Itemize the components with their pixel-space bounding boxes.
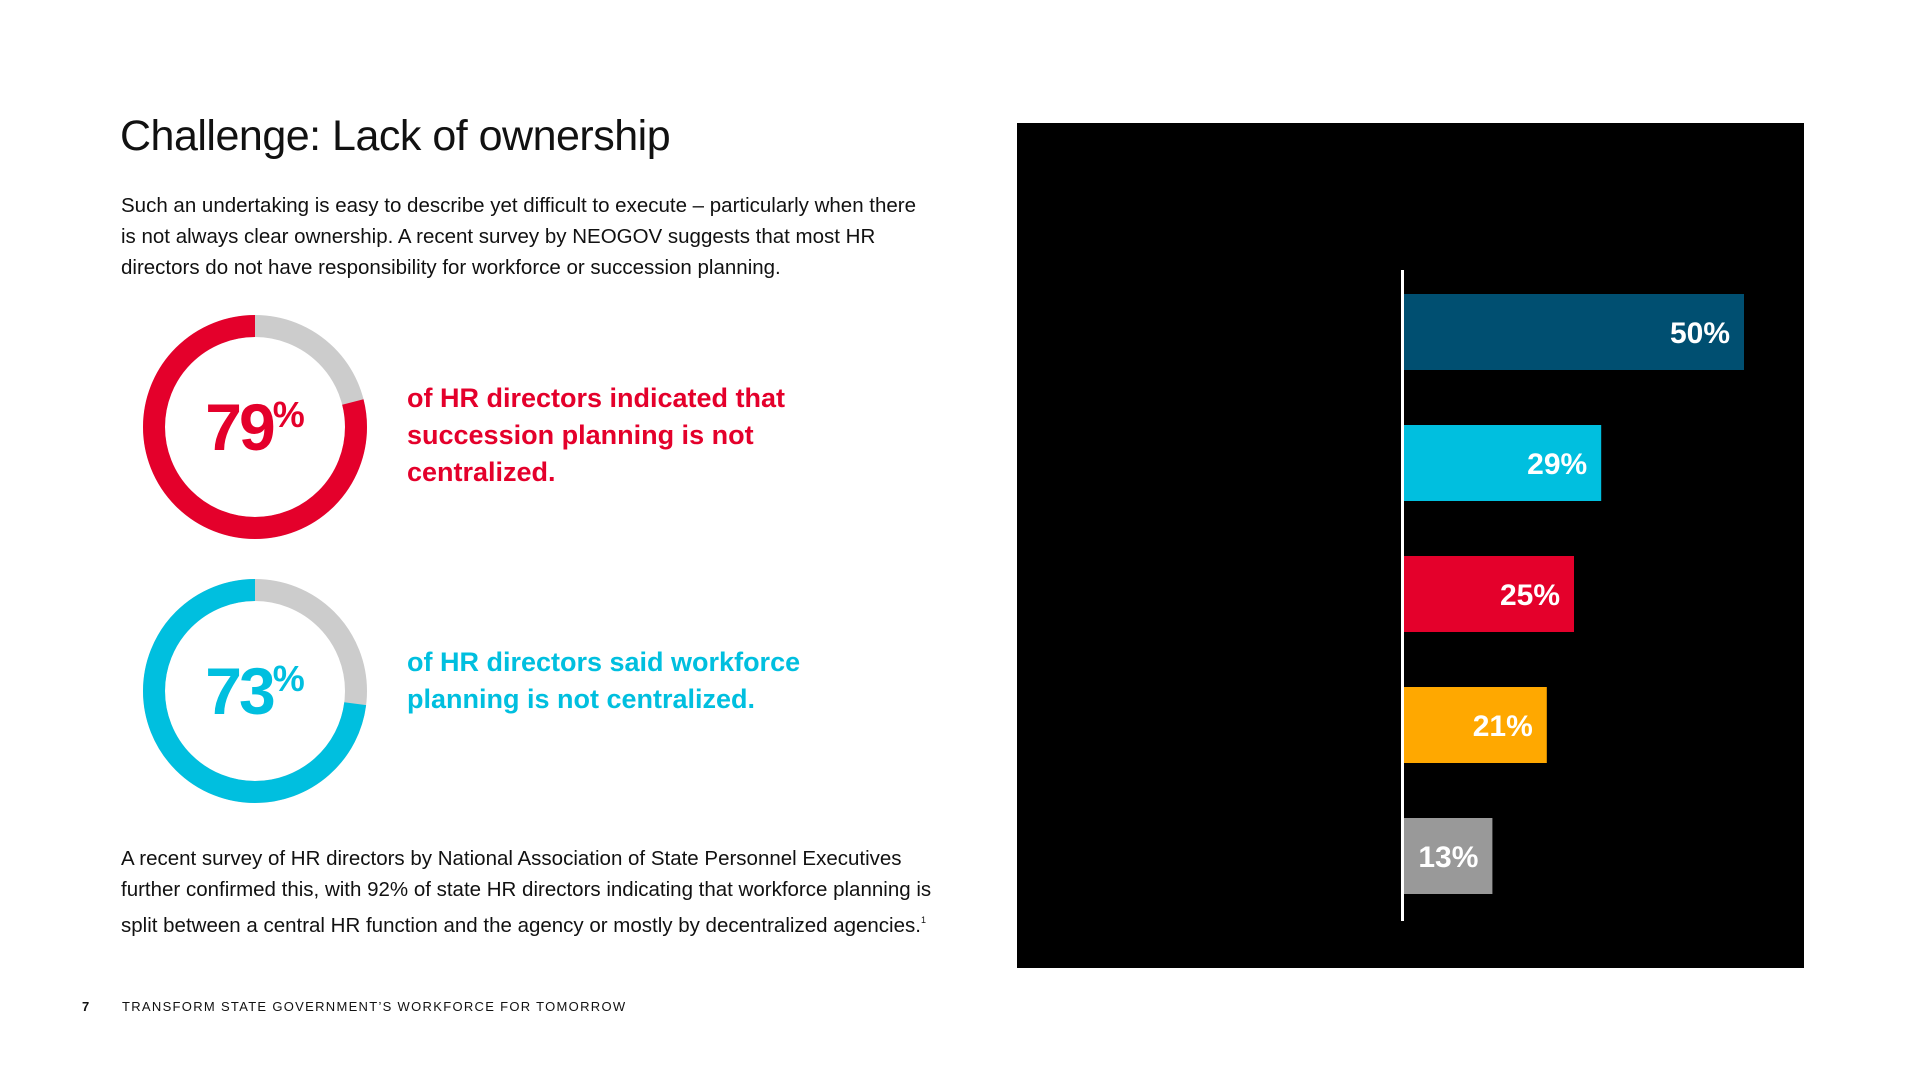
stat-percentage [140,576,370,806]
bar-chart-panel [1017,123,1804,968]
document-title: TRANSFORM STATE GOVERNMENT’S WORKFORCE FOR TOMORROW [122,999,627,1014]
bar-label-1: 50% [1669,317,1730,350]
footnote-marker: 1 [920,915,926,925]
bar-label-2: 29% [1527,448,1588,481]
stat-percent-sign: % [272,658,305,699]
stat-succession-planning [140,312,370,542]
closing-paragraph [121,843,961,941]
stat-percentage [140,312,370,542]
intro-paragraph: Such an undertaking is easy to describe yet difficult to execute – particularly when there is not always clear ownership. A recent survey by NEOGOV suggests that most HR directors do not have responsibility for workforce or succession planning. [121,194,917,279]
bar-label-3: 25% [1499,579,1560,612]
closing-text: A recent survey of HR directors by National Association of State Personnel Executives further confirmed this, with 92% of state HR directors indicating that workforce planning is split between a central HR function and the agency or mostly by decentralized agencies. [121,847,932,937]
page-number: 7 [82,999,91,1014]
bar-label-4: 21% [1472,710,1533,743]
stat-description-workforce: of HR directors said workforce planning is not centralized. [407,647,801,714]
stat-percent-sign: % [272,394,305,435]
page-title: Challenge: Lack of ownership [120,112,671,160]
stat-number: 79 [205,390,273,464]
bar-label-5: 13% [1418,841,1479,874]
stat-description-succession: of HR directors indicated that succession planning is not centralized. [407,383,786,487]
bar-chart [1017,123,1804,968]
stat-workforce-planning [140,576,370,806]
stat-number: 73 [205,654,273,728]
